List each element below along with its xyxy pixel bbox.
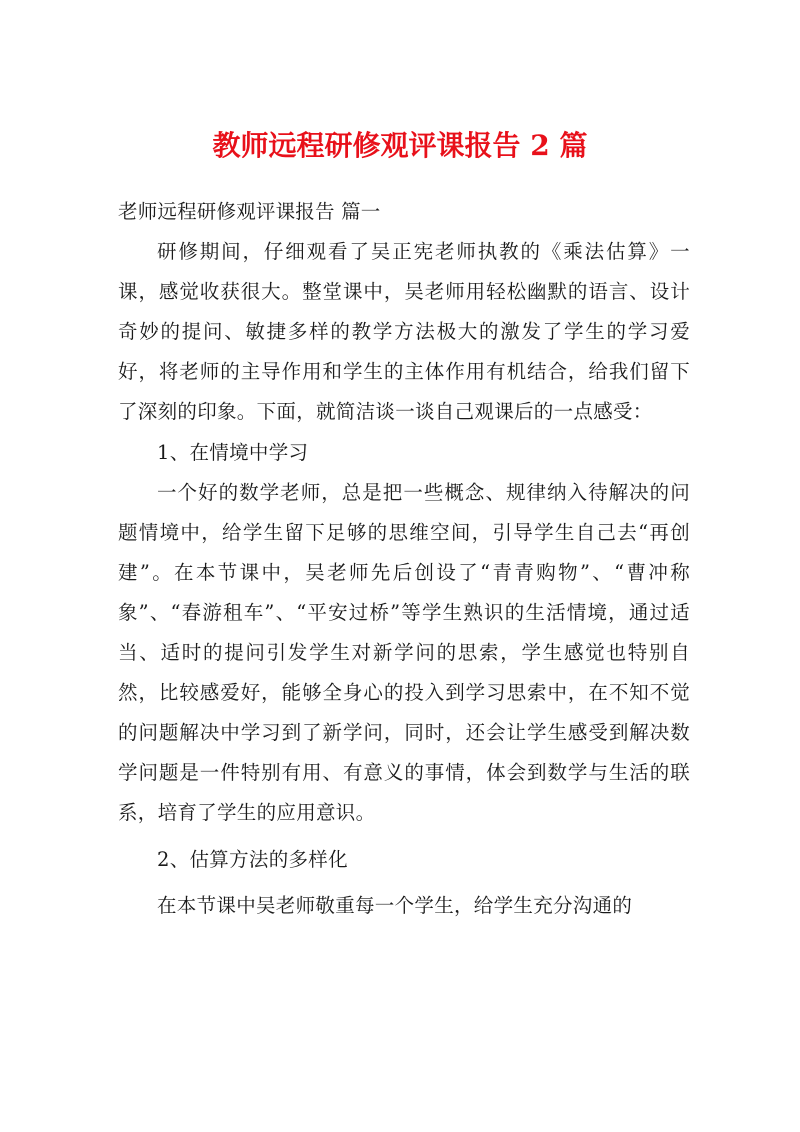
heading-2: 2、估算方法的多样化	[157, 847, 348, 871]
document-title: 教师远程研修观评课报告 2 篇	[212, 129, 588, 162]
heading-1: 1、在情境中学习	[157, 440, 309, 464]
paragraph-context-learning: 一个好的数学老师，总是把一些概念、规律纳入待解决的问题情境中，给学生留下足够的思维空间，引导学生自己去“再创建”。在本节课中，吴老师先后创设了“青青购物”、“曹冲称象”、“春游租车”、“平安过桥”等学生熟识的生活情境，通过适当、适时的提问引发学生对新学问的思索，学生感觉也特别自然，比较感爱好，能够全身心的投入到学习思索中，在不知不觉的问题解决中学习到了新学问，同时，还会让学生感受到解决数学问题是一件特别有用、有意义的事情，体会到数学与生活的联系，培育了学生的应用意识。	[118, 480, 690, 825]
section-subtitle: 老师远程研修观评课报告 篇一	[118, 200, 381, 223]
paragraph-intro: 研修期间，仔细观看了吴正宪老师执教的《乘法估算》一课，感觉收获很大。整堂课中，吴老师用轻松幽默的语言、设计奇妙的提问、敏捷多样的教学方法极大的激发了学生的学习爱好，将老师的主导作用和学生的主体作用有机结合，给我们留下了深刻的印象。下面，就简洁谈一谈自己观课后的一点感受：	[118, 240, 690, 424]
document-body	[118, 192, 690, 926]
paragraph-estimation-methods: 在本节课中吴老师敬重每一个学生，给学生充分沟通的	[157, 893, 633, 917]
